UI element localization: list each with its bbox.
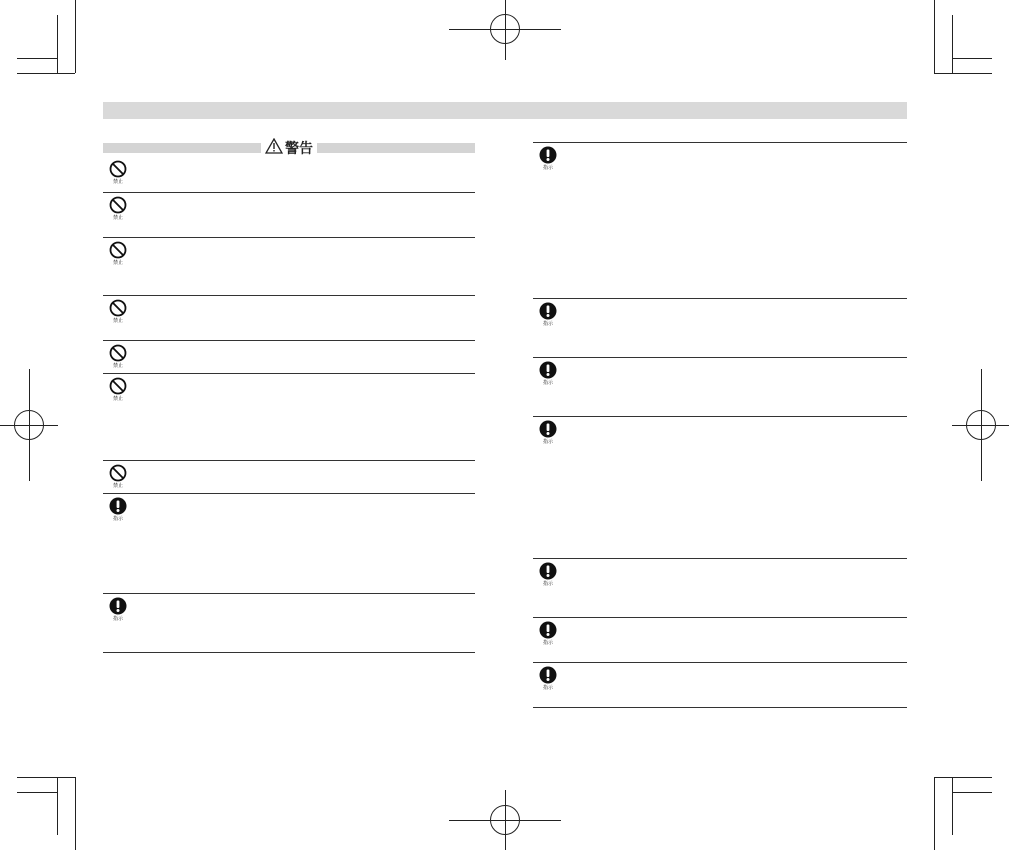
icon-caption: 指示 <box>542 439 553 445</box>
icon-caption: 禁止 <box>112 396 123 402</box>
registration-circle <box>490 805 520 835</box>
crop-mark <box>952 58 992 59</box>
instruction-icon <box>107 497 129 522</box>
warning-item <box>103 494 475 594</box>
warning-item <box>103 193 475 238</box>
warning-item <box>103 374 475 461</box>
crop-mark <box>934 73 992 74</box>
crop-mark <box>57 777 58 835</box>
icon-caption: 指示 <box>542 380 553 386</box>
icon-caption: 指示 <box>112 516 123 522</box>
section-title-band <box>103 102 907 119</box>
icon-caption: 禁止 <box>112 318 123 324</box>
crop-mark <box>17 777 75 778</box>
instruction-icon <box>537 420 559 445</box>
prohibit-icon <box>107 464 129 489</box>
warning-triangle-icon <box>265 138 283 158</box>
warning-item <box>533 417 907 559</box>
icon-caption: 指示 <box>542 640 553 646</box>
warning-item <box>533 358 907 417</box>
warning-item <box>103 157 475 193</box>
crop-mark <box>952 792 992 793</box>
icon-caption: 禁止 <box>112 179 123 185</box>
registration-circle <box>966 410 996 440</box>
warning-item <box>533 559 907 618</box>
crop-mark <box>934 777 935 850</box>
registration-circle <box>14 410 44 440</box>
warning-header <box>103 141 475 157</box>
prohibit-icon <box>107 344 129 369</box>
warning-item <box>103 594 475 653</box>
crop-mark <box>57 15 58 73</box>
warning-item <box>533 299 907 358</box>
right-column <box>533 142 907 708</box>
crop-mark <box>17 58 57 59</box>
warning-item <box>103 341 475 374</box>
crop-mark <box>75 777 76 850</box>
prohibit-icon <box>107 241 129 266</box>
instruction-icon <box>537 302 559 327</box>
warning-label <box>261 138 317 158</box>
registration-circle <box>490 14 520 44</box>
icon-caption: 指示 <box>542 321 553 327</box>
icon-caption: 指示 <box>112 616 123 622</box>
crop-mark <box>17 792 57 793</box>
prohibit-icon <box>107 377 129 402</box>
warning-item <box>533 142 907 299</box>
left-column <box>103 143 475 653</box>
icon-caption: 指示 <box>542 685 553 691</box>
instruction-icon <box>537 666 559 691</box>
prohibit-icon <box>107 196 129 221</box>
icon-caption: 禁止 <box>112 260 123 266</box>
warning-item <box>533 618 907 663</box>
prohibit-icon <box>107 299 129 324</box>
instruction-icon <box>537 562 559 587</box>
crop-mark <box>17 73 75 74</box>
instruction-icon <box>537 361 559 386</box>
warning-item <box>103 296 475 341</box>
warning-heading: 警告 <box>285 141 313 157</box>
instruction-icon <box>537 621 559 646</box>
instruction-icon <box>537 146 559 171</box>
crop-mark <box>934 0 935 73</box>
warning-item <box>533 663 907 708</box>
icon-caption: 禁止 <box>112 363 123 369</box>
icon-caption: 指示 <box>542 165 553 171</box>
icon-caption: 禁止 <box>112 483 123 489</box>
crop-mark <box>952 777 953 835</box>
instruction-icon <box>107 597 129 622</box>
icon-caption: 指示 <box>542 581 553 587</box>
crop-mark <box>952 15 953 73</box>
prohibit-icon <box>107 160 129 185</box>
crop-mark <box>75 0 76 73</box>
icon-caption: 禁止 <box>112 215 123 221</box>
crop-mark <box>934 777 992 778</box>
warning-item <box>103 238 475 296</box>
warning-item <box>103 461 475 494</box>
